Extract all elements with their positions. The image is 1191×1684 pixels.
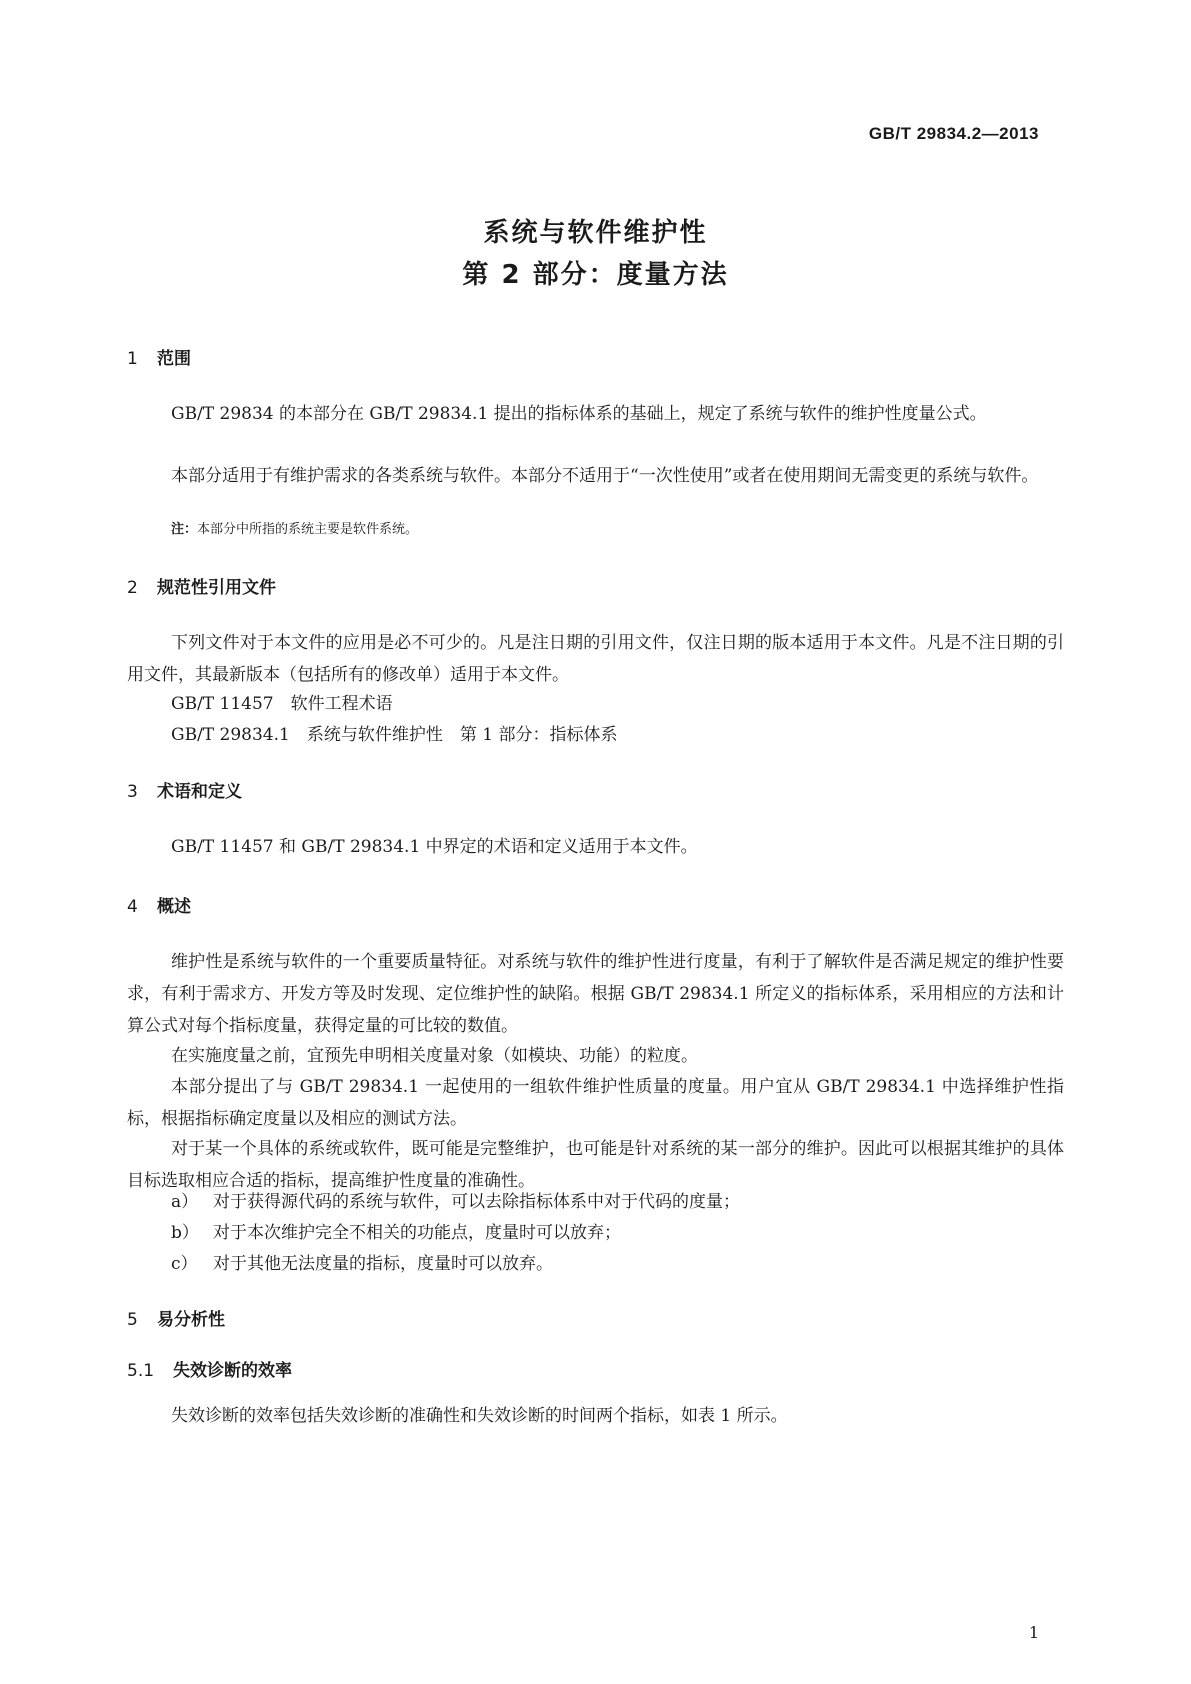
section-number: 5 xyxy=(127,1310,138,1330)
list-text: 对于获得源代码的系统与软件，可以去除指标体系中对于代码的度量； xyxy=(213,1192,740,1212)
reference-item: GB/T 29834.1 系统与软件维护性 第 1 部分：指标体系 xyxy=(171,725,618,745)
subsection-title: 失效诊断的效率 xyxy=(173,1361,292,1381)
list-text: 对于本次维护完全不相关的功能点，度量时可以放弃； xyxy=(213,1223,621,1243)
section-title: 概述 xyxy=(157,897,191,917)
note-label: 注： xyxy=(171,522,198,537)
page-number: 1 xyxy=(1028,1623,1039,1642)
section-number: 1 xyxy=(127,349,138,369)
section-1-paragraph-2: 本部分适用于有维护需求的各类系统与软件。本部分不适用于“一次性使用”或者在使用期间无需变更的系统与软件。 xyxy=(171,466,1039,486)
note-text: 本部分中所指的系统主要是软件系统。 xyxy=(197,522,419,537)
section-number: 3 xyxy=(127,782,138,802)
section-4-paragraph-4: 对于某一个具体的系统或软件，既可能是完整维护，也可能是针对系统的某一部分的维护。因此可以根据其维护的具体目标选取相应合适的指标，提高维护性度量的准确性。 xyxy=(127,1139,1064,1191)
list-item xyxy=(171,1218,621,1243)
section-title: 术语和定义 xyxy=(157,782,242,802)
section-3-paragraph-1: GB/T 11457 和 GB/T 29834.1 中界定的术语和定义适用于本文件。 xyxy=(171,837,698,857)
list-item xyxy=(171,1187,740,1212)
reference-item: GB/T 11457 软件工程术语 xyxy=(171,694,393,714)
section-title: 规范性引用文件 xyxy=(157,578,276,598)
section-4-paragraph-3: 本部分提出了与 GB/T 29834.1 一起使用的一组软件维护性质量的度量。用户宜从 GB/T 29834.1 中选择维护性指标，根据指标确定度量以及相应的测试方法。 xyxy=(127,1077,1064,1129)
section-4-heading xyxy=(127,892,191,917)
section-4-paragraph-1: 维护性是系统与软件的一个重要质量特征。对系统与软件的维护性进行度量，有利于了解软件是否满足规定的维护性要求，有利于需求方、开发方等及时发现、定位维护性的缺陷。根据 GB/T 29834.1 所定义的指标体系，采用相应的方法和计算公式对每个指标度量，获得定量的可比较的数值。 xyxy=(127,952,1064,1036)
subsection-number: 5.1 xyxy=(127,1361,155,1381)
section-2-paragraph-1: 下列文件对于本文件的应用是必不可少的。凡是注日期的引用文件，仅注日期的版本适用于本文件。凡是不注日期的引用文件，其最新版本（包括所有的修改单）适用于本文件。 xyxy=(127,633,1064,685)
section-number: 2 xyxy=(127,578,138,598)
section-title: 易分析性 xyxy=(157,1310,225,1330)
list-item xyxy=(171,1249,553,1274)
list-marker: c） xyxy=(171,1254,198,1274)
section-1-note xyxy=(171,518,418,537)
section-title: 范围 xyxy=(157,349,191,369)
section-1-heading xyxy=(127,344,191,369)
section-5-heading xyxy=(127,1305,225,1330)
section-3-heading xyxy=(127,777,242,802)
document-subtitle: 第 2 部分：度量方法 xyxy=(462,260,729,290)
list-text: 对于其他无法度量的指标，度量时可以放弃。 xyxy=(213,1254,553,1274)
subsection-5-1-heading xyxy=(127,1356,292,1381)
list-marker: a） xyxy=(171,1192,199,1212)
document-title: 系统与软件维护性 xyxy=(483,218,708,248)
section-5-1-paragraph-1: 失效诊断的效率包括失效诊断的准确性和失效诊断的时间两个指标，如表 1 所示。 xyxy=(171,1406,788,1426)
list-marker: b） xyxy=(171,1223,199,1243)
standard-code-header: GB/T 29834.2—2013 xyxy=(868,124,1039,143)
section-4-paragraph-2: 在实施度量之前，宜预先申明相关度量对象（如模块、功能）的粒度。 xyxy=(171,1046,698,1066)
section-2-heading xyxy=(127,573,276,598)
section-1-paragraph-1: GB/T 29834 的本部分在 GB/T 29834.1 提出的指标体系的基础上，规定了系统与软件的维护性度量公式。 xyxy=(171,404,987,424)
section-number: 4 xyxy=(127,897,138,917)
